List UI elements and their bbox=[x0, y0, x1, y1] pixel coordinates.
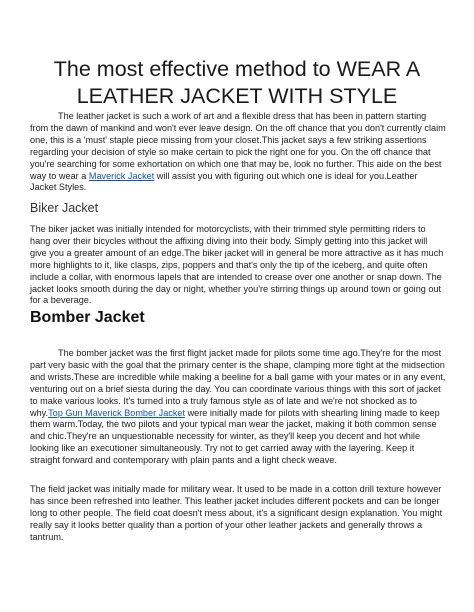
intro-paragraph bbox=[30, 111, 446, 194]
biker-paragraph: The biker jacket was initially intended for motorcyclists, with their trimmed style permitting riders to hang over their bicycles without the affixing diving into their body. Simply getting into this jacket will give you a greater amount of an edge.The biker jacket will in general be more attractive as it has much more highlights to it, like clasps, zips, poppers and that's only the tip of the iceberg, and quite often include a collar, with enormous lapels that are intended to crease over one another or snap down. The jacket looks smooth during the day or night, whether you're stirring things up around town or going out for a beverage. bbox=[30, 224, 444, 306]
biker-heading: Biker Jacket bbox=[30, 201, 99, 215]
title-line-1: The most effective method to WEAR A bbox=[53, 57, 421, 81]
page-title bbox=[30, 56, 444, 110]
title-line-2: LEATHER JACKET WITH STYLE bbox=[76, 84, 398, 108]
intro-text-end: will assist you with figuring out which one is ideal for you.Leather Jacket Styles. bbox=[30, 170, 418, 193]
bomber-paragraph bbox=[30, 348, 446, 467]
top-gun-bomber-jacket-link[interactable]: Top Gun Maverick Bomber Jacket bbox=[48, 407, 186, 418]
intro-text: The leather jacket is such a work of art and a flexible dress that has been in pattern starting from the dawn of mankind and won't ever leave design. On the off chance that you don't currently claim one, this is a 'must' staple piece missing from your closet.This jacket says a few striking assertions regarding your decision of style so make certain to pick the right one for you. On the off chance that you're searching for some exhortation on which one that may be, look no further. This aide on the best way to wear a bbox=[30, 111, 446, 181]
bomber-heading: Bomber Jacket bbox=[30, 309, 145, 326]
maverick-jacket-link[interactable]: Maverick Jacket bbox=[88, 170, 155, 181]
bomber-text-end: were initially made for pilots with shearling lining made to keep them warm.Today, the two pilots and your typical man wear the jacket, making it both common sense and chic.They're an unquestionable necessity for winter, as they'll keep you decent and hot while looking like an executioner simultaneously. Try not to get carried away with the layering. Keep it straight forward and contemporary with plain pants and a light check weave. bbox=[30, 407, 440, 466]
bomber-text: The bomber jacket was the first flight jacket made for pilots some time ago.They're for the most part very basic with the goal that the primary center is the shape, clamping more tight at the midsection and wrists.These are incredible while making a beeline for a ball game with your mates or in any event, venturing out on a brief siesta during the day. You can coordinate various things with this sort of jacket to make various looks. It's turned into a truly famous style as of late and we're not shocked as to why. bbox=[30, 348, 446, 418]
field-paragraph: The field jacket was initially made for military wear. It used to be made in a cotton drill texture however has since been refreshed into leather. This leather jacket includes different pockets and can be longer long to other people. The field coat doesn't mess about, it's a significant design explanation. You might really say it looks better quality than a portion of your other leather jackets and generally throws a tantrum. bbox=[30, 484, 443, 542]
